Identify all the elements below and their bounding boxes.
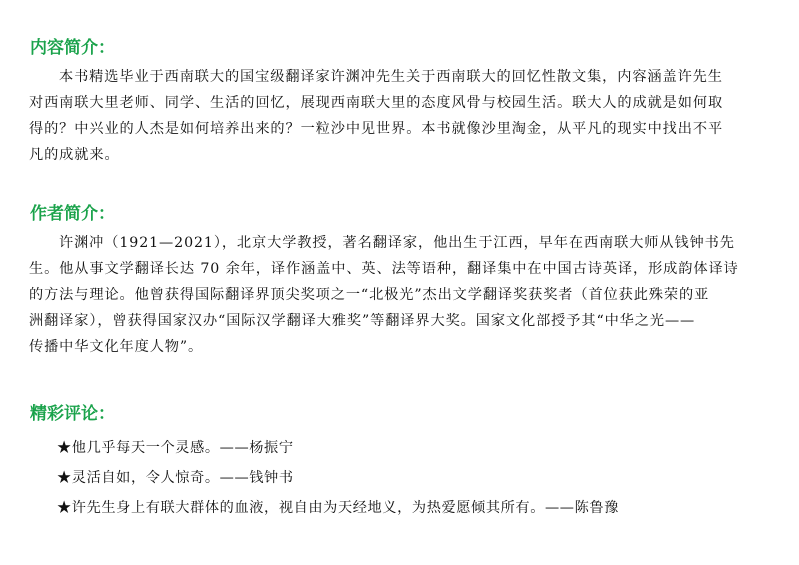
author-line-4: 洲翻译家），曾获得国家汉办“国际汉学翻译大雅奖”等翻译界大奖。国家文化部授予其“中华之光—— [29, 313, 696, 329]
author-line-3: 的方法与理论。他曾获得国际翻译界顶尖奖项之一“北极光”杰出文学翻译奖获奖者（首位获此殊荣的亚 [29, 287, 710, 303]
author-line-5: 传播中华文化年度人物”。 [29, 339, 204, 355]
reviews-list [57, 433, 619, 523]
author-line-1: 许渊冲（1921—2021），北京大学教授，著名翻译家，他出生于江西，早年在西南联大师从钱钟书先 [59, 235, 735, 251]
intro-line-2: 对西南联大里老师、同学、生活的回忆，展现西南联大里的态度风骨与校园生活。联大人的成就是如何取 [29, 95, 724, 111]
author-paragraph [29, 230, 773, 360]
intro-paragraph [29, 64, 773, 168]
review-item: ★许先生身上有联大群体的血液，视自由为天经地义，为热爱愿倾其所有。——陈鲁豫 [57, 500, 619, 516]
author-heading: 作者简介： [30, 204, 115, 224]
review-item: ★他几乎每天一个灵感。——杨振宁 [57, 440, 294, 456]
intro-heading: 内容简介： [30, 38, 115, 58]
reviews-heading: 精彩评论： [30, 404, 115, 424]
author-line-2: 生。他从事文学翻译长达 70 余年，译作涵盖中、英、法等语种，翻译集中在中国古诗英译，形成韵体译诗 [29, 261, 739, 277]
review-item: ★灵活自如，令人惊奇。——钱钟书 [57, 470, 294, 486]
intro-line-3: 得的？中兴业的人杰是如何培养出来的？一粒沙中见世界。本书就像沙里淘金，从平凡的现实中找出不平 [29, 121, 724, 137]
intro-line-1: 本书精选毕业于西南联大的国宝级翻译家许渊冲先生关于西南联大的回忆性散文集，内容涵盖许先生 [59, 69, 723, 85]
intro-line-4: 凡的成就来。 [29, 147, 120, 163]
